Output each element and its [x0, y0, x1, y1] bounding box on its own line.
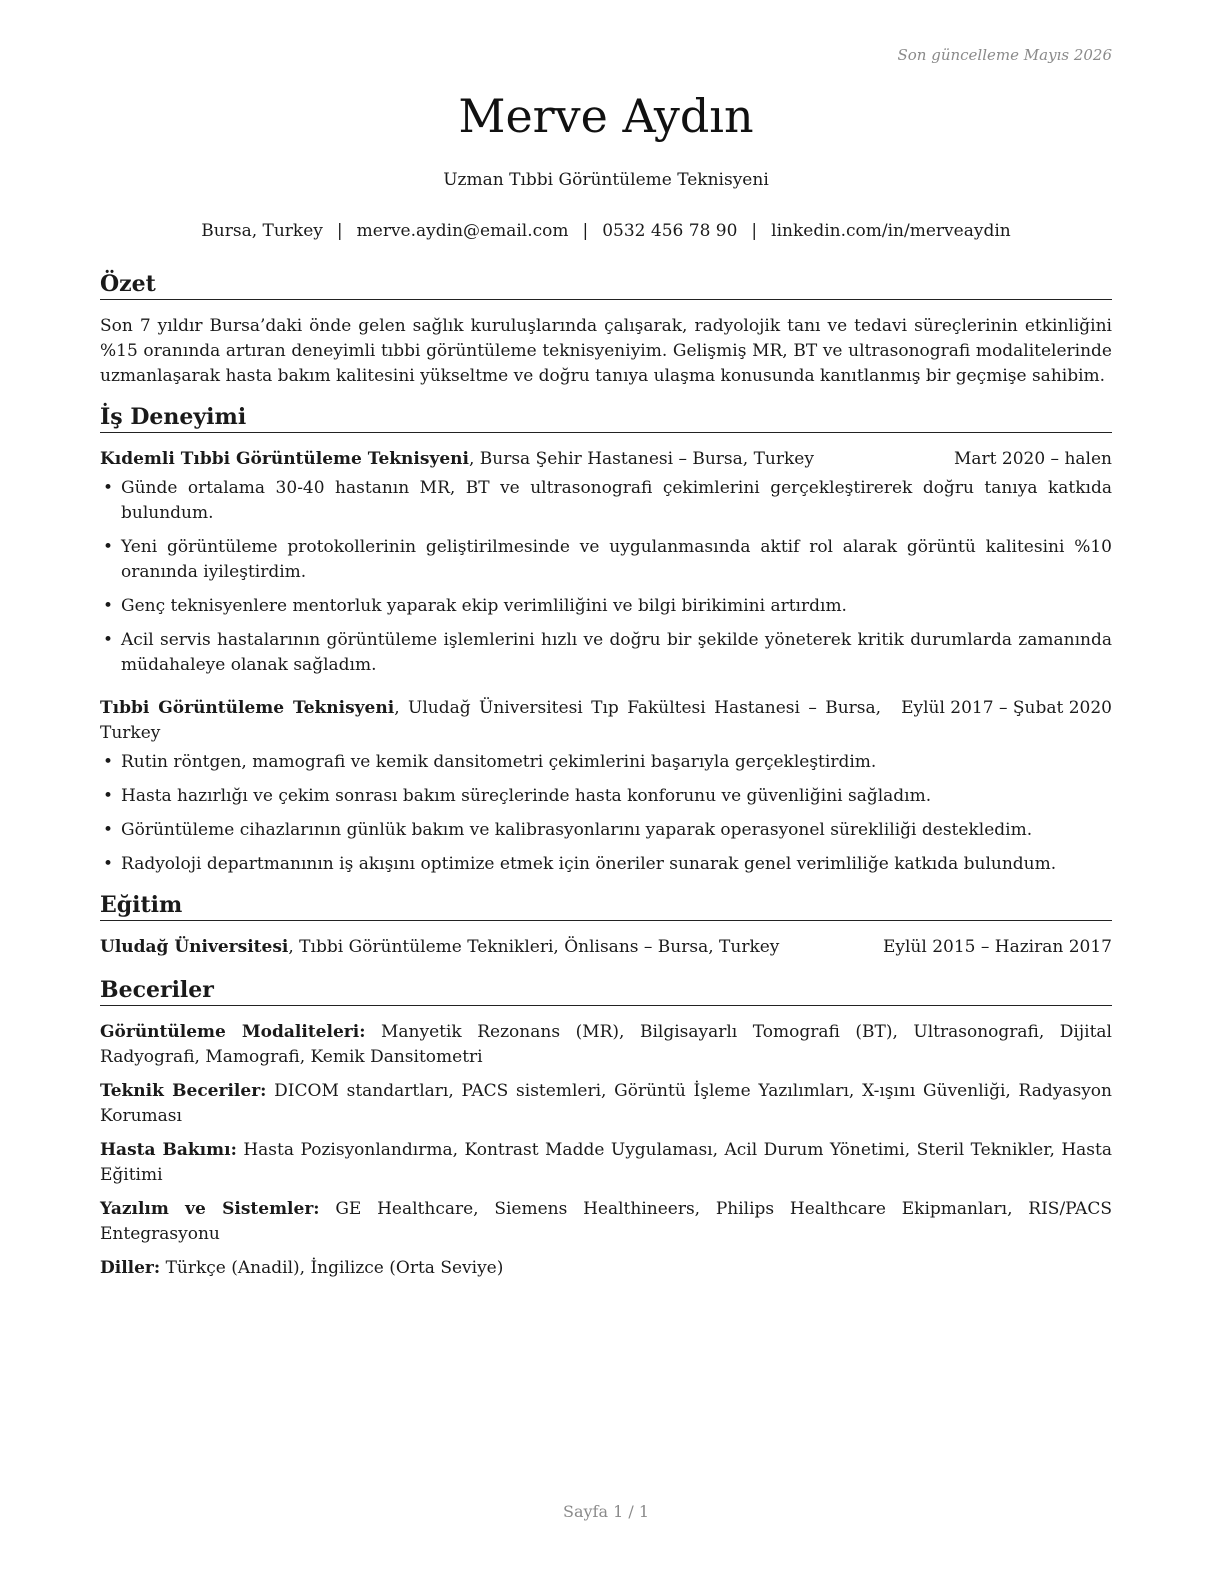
skill-label: Hasta Bakımı:: [100, 1140, 237, 1160]
job-header: [100, 696, 1112, 746]
contact-email[interactable]: merve.aydin@email.com: [356, 221, 569, 241]
job-role: Tıbbi Görüntüleme Teknisyeni: [100, 698, 395, 718]
skill-label: Teknik Beceriler:: [100, 1081, 267, 1101]
skills-heading: Beceriler: [100, 976, 1112, 1006]
bullet-text: Hasta hazırlığı ve çekim sonrası bakım süreçlerinde hasta konforunu ve güvenliğini sağladım.: [121, 786, 932, 806]
skill-value: GE Healthcare, Siemens Healthineers, Philips Healthcare Ekipmanları, RIS/PACS Entegrasyonu: [100, 1199, 1112, 1244]
bullet-item: [100, 535, 1112, 585]
skill-label: Görüntüleme Modaliteleri:: [100, 1022, 366, 1042]
job-header: [100, 447, 1112, 472]
bullet-item: [100, 750, 1112, 775]
candidate-name: Merve Aydın: [458, 89, 754, 143]
skill-value: Hasta Pozisyonlandırma, Kontrast Madde Uygulaması, Acil Durum Yönetimi, Steril Teknikler, Hasta Eğitimi: [100, 1140, 1112, 1185]
job-role-org: [100, 447, 954, 472]
bullet-icon: •: [103, 478, 114, 498]
education-program: , Tıbbi Görüntüleme Teknikleri, Önlisans – Bursa, Turkey: [288, 937, 780, 957]
contact-line: [100, 219, 1112, 243]
job-org: , Uludağ Üniversitesi Tıp Fakültesi Hastanesi – Bursa, Turkey: [100, 698, 882, 743]
bullet-text: Radyoloji departmanının iş akışını optimize etmek için öneriler sunarak genel verimliliğe katkıda bulundum.: [121, 854, 1057, 874]
contact-separator: |: [751, 221, 758, 241]
education-school-program: [100, 935, 883, 960]
bullet-text: Görüntüleme cihazlarının günlük bakım ve kalibrasyonlarını yaparak operasyonel sürekliliği destekledim.: [121, 820, 1033, 840]
bullet-icon: •: [103, 537, 114, 557]
job-entry: [100, 696, 1112, 877]
contact-linkedin[interactable]: linkedin.com/in/merveaydin: [771, 221, 1011, 241]
skill-row: [100, 1138, 1112, 1188]
bullet-item: [100, 852, 1112, 877]
education-school: Uludağ Üniversitesi: [100, 937, 289, 957]
bullet-text: Yeni görüntüleme protokollerinin geliştirilmesinde ve uygulanmasında aktif rol alarak görüntü kalitesini %10 oranında iyileştirdim.: [121, 537, 1112, 582]
bullet-item: [100, 476, 1112, 526]
education-entry: [100, 935, 1112, 960]
skills-section: [100, 976, 1112, 1281]
skill-row: [100, 1020, 1112, 1070]
job-bullets: [100, 750, 1112, 877]
job-title: Uzman Tıbbi Görüntüleme Teknisyeni: [443, 170, 769, 190]
job-role: Kıdemli Tıbbi Görüntüleme Teknisyeni: [100, 449, 469, 469]
bullet-text: Acil servis hastalarının görüntüleme işlemlerini hızlı ve doğru bir şekilde yöneterek kritik durumlarda zamanında müdahaleye olanak sağladım.: [121, 630, 1112, 675]
summary-section: [100, 270, 1112, 389]
job-role-org: [100, 696, 901, 746]
bullet-item: [100, 628, 1112, 678]
page-number: Sayfa 1 / 1: [562, 1502, 649, 1521]
education-dates: Eylül 2015 – Haziran 2017: [882, 937, 1112, 957]
job-entry: [100, 447, 1112, 678]
bullet-text: Genç teknisyenlere mentorluk yaparak ekip verimliliğini ve bilgi birikimini artırdım.: [121, 596, 847, 616]
bullet-item: [100, 784, 1112, 809]
bullet-icon: •: [103, 820, 114, 840]
skill-row: [100, 1079, 1112, 1129]
resume-page: [100, 0, 1112, 1584]
skill-row: [100, 1256, 1112, 1281]
education-section: [100, 891, 1112, 960]
last-updated: Son güncelleme Mayıs 2026: [897, 46, 1112, 64]
skill-label: Diller:: [100, 1258, 161, 1278]
bullet-icon: •: [103, 854, 114, 874]
contact-separator: |: [582, 221, 589, 241]
education-heading: Eğitim: [100, 891, 1112, 921]
skill-row: [100, 1197, 1112, 1247]
bullet-icon: •: [103, 630, 114, 650]
contact-location: Bursa, Turkey: [201, 221, 323, 241]
bullet-text: Günde ortalama 30-40 hastanın MR, BT ve ultrasonografi çekimlerini gerçekleştirerek doğru tanıya katkıda bulundum.: [121, 478, 1112, 523]
bullet-item: [100, 818, 1112, 843]
experience-section: [100, 403, 1112, 877]
skill-value: Türkçe (Anadil), İngilizce (Orta Seviye): [160, 1258, 504, 1278]
skill-value: DICOM standartları, PACS sistemleri, Görüntü İşleme Yazılımları, X-ışını Güvenliği, Radyasyon Koruması: [100, 1081, 1112, 1126]
summary-heading: Özet: [100, 270, 1112, 300]
bullet-text: Rutin röntgen, mamografi ve kemik dansitometri çekimlerini başarıyla gerçekleştirdim.: [121, 752, 877, 772]
job-dates: Eylül 2017 – Şubat 2020: [901, 698, 1112, 718]
bullet-icon: •: [103, 752, 114, 772]
summary-text: Son 7 yıldır Bursa’daki önde gelen sağlık kuruluşlarında çalışarak, radyolojik tanı ve tedavi süreçlerinin etkinliğini %15 oranında artıran deneyimli tıbbi görüntüleme teknisyeniyim. Gelişmiş MR, BT ve ultrasonografi modalitelerinde uzmanlaşarak hasta bakım kalitesini yükseltme ve doğru tanıya ulaşma konusunda kanıtlanmış bir geçmişe sahibim.: [100, 316, 1112, 386]
contact-separator: |: [336, 221, 343, 241]
job-dates: Mart 2020 – halen: [953, 449, 1112, 469]
resume-body: [100, 270, 1112, 1289]
experience-heading: İş Deneyimi: [100, 403, 1112, 433]
job-bullets: [100, 476, 1112, 678]
skill-value: Manyetik Rezonans (MR), Bilgisayarlı Tomografi (BT), Ultrasonografi, Dijital Radyografi, Mamografi, Kemik Dansitometri: [100, 1022, 1112, 1067]
bullet-item: [100, 594, 1112, 619]
contact-phone[interactable]: 0532 456 78 90: [602, 221, 738, 241]
skill-label: Yazılım ve Sistemler:: [100, 1199, 320, 1219]
bullet-icon: •: [103, 786, 114, 806]
bullet-icon: •: [103, 596, 114, 616]
job-org: , Bursa Şehir Hastanesi – Bursa, Turkey: [468, 449, 814, 469]
